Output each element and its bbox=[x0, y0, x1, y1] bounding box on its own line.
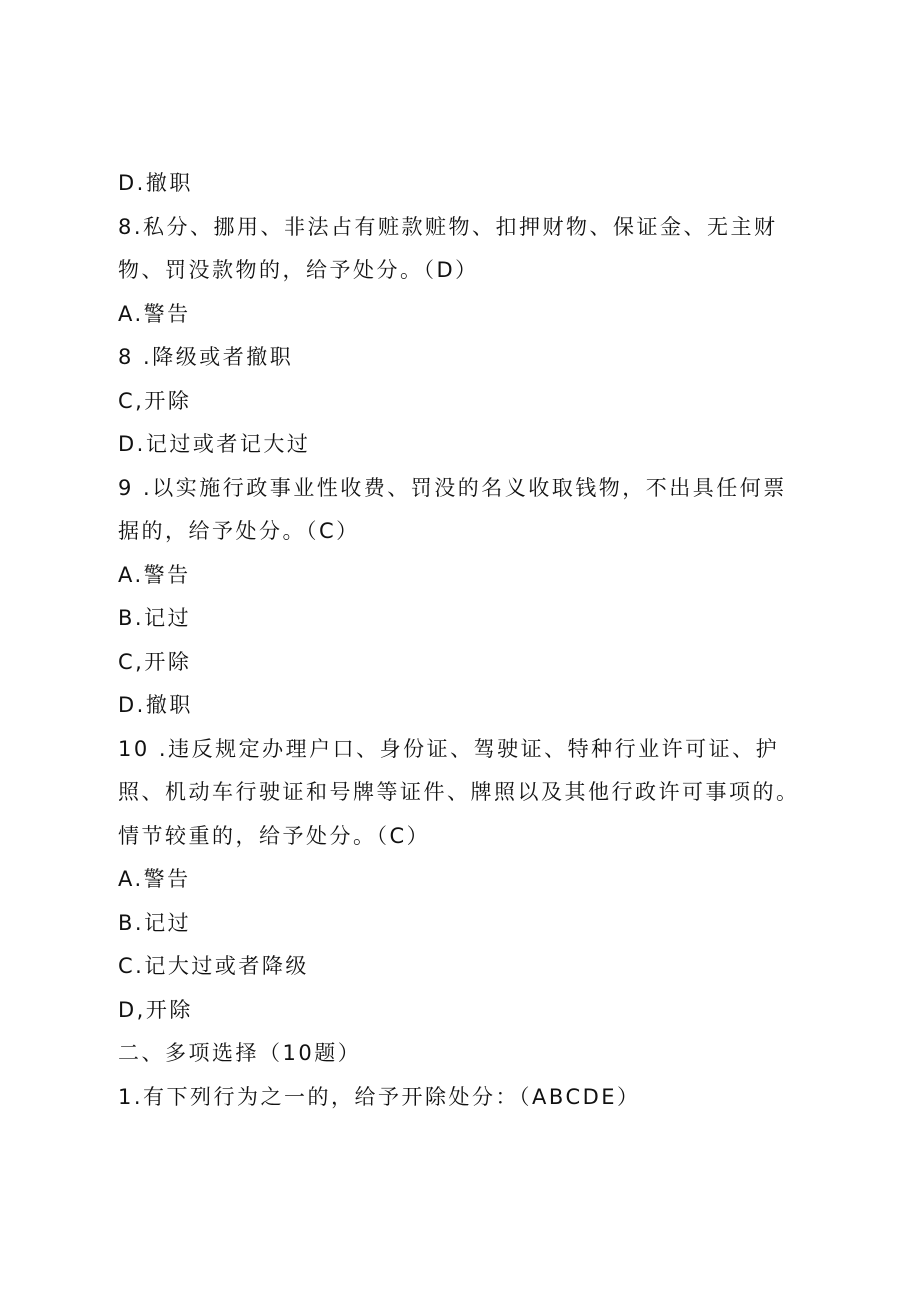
option-d-line: D,开除 bbox=[118, 997, 193, 1022]
question-8-line-2: 物、罚没款物的，给予处分。（D） bbox=[118, 258, 479, 282]
question-10-line-2: 照、机动车行驶证和号牌等证件、牌照以及其他行政许可事项的。 bbox=[118, 780, 800, 804]
option-a-line: A.警告 bbox=[118, 562, 191, 587]
question-10-line-3: 情节较重的，给予处分。（C） bbox=[118, 823, 431, 848]
option-b-line: 8 .降级或者撤职 bbox=[118, 345, 294, 369]
multi-question-1-line: 1.有下列行为之一的，给予开除处分：（ABCDE） bbox=[118, 1084, 641, 1109]
question-9-line-1: 9 .以实施行政事业性收费、罚没的名义收取钱物，不出具任何票 bbox=[118, 475, 787, 500]
option-d-line: D.撤职 bbox=[118, 693, 193, 717]
question-8-line-1: 8.私分、挪用、非法占有赃款赃物、扣押财物、保证金、无主财 bbox=[118, 214, 778, 239]
question-10-line-1: 10 .违反规定办理户口、身份证、驾驶证、特种行业许可证、护 bbox=[118, 736, 780, 761]
option-d-line: D.记过或者记大过 bbox=[118, 432, 311, 456]
option-d-line: D.撤职 bbox=[118, 171, 193, 195]
option-a-line: A.警告 bbox=[118, 301, 191, 326]
option-b-line: B.记过 bbox=[118, 606, 192, 630]
option-b-line: B.记过 bbox=[118, 910, 192, 935]
document-body bbox=[118, 162, 798, 1119]
option-c-line: C.记大过或者降级 bbox=[118, 954, 309, 978]
option-a-line: A.警告 bbox=[118, 867, 191, 891]
option-c-line: C,开除 bbox=[118, 649, 192, 674]
section-heading: 二、多项选择（10题） bbox=[118, 1041, 362, 1065]
option-c-line: C,开除 bbox=[118, 388, 192, 413]
question-9-line-2: 据的，给予处分。（C） bbox=[118, 519, 360, 543]
